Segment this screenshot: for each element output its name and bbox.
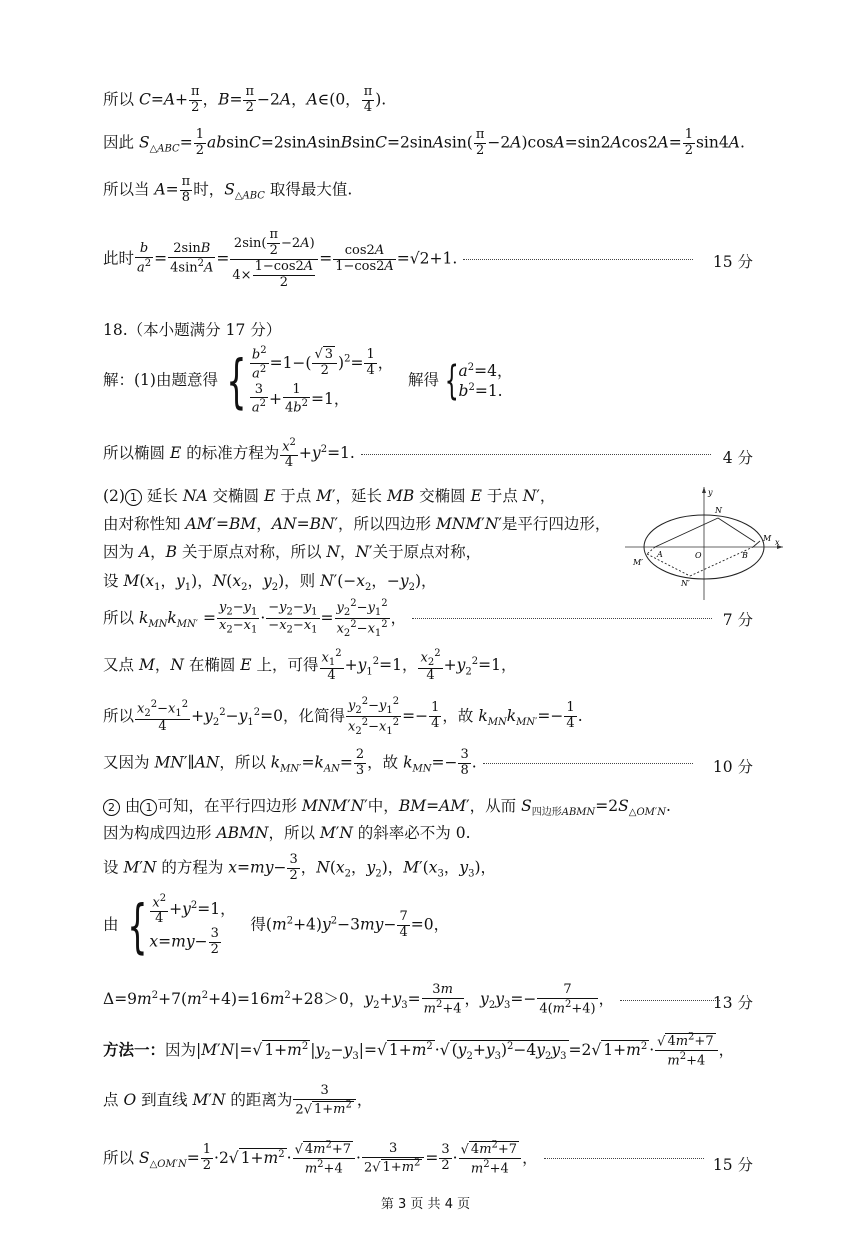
fig-label-n-prime: N′	[681, 579, 690, 588]
problem-18-heading: 18.（本小题满分 17 分）	[103, 321, 282, 339]
line-15: 又因为 MN′∥AN，所以 $k_{MN'}=k_{AN}=$ $\frac{2}{3}$ ，故 $k_{MN}=-$ $\frac{3}{8}$ .	[103, 748, 699, 779]
fig-label-n: N	[715, 506, 722, 515]
fig-label-a: A	[657, 550, 663, 559]
line-18: 设 M′N 的方程为 x=my− $\frac{3}{2}$ ，$N(x_2$，$y_2$)，$M'(x_3$，$y_3$)，	[103, 852, 497, 883]
fig-label-x: x	[775, 538, 780, 547]
score-4: 10 分	[712, 758, 753, 776]
fig-label-m-prime: M′	[633, 558, 644, 567]
ellipse-figure	[625, 485, 785, 600]
line-22: 点 O 到直线 M′N 的距离为 $\frac{3}{2√ 1+m^2}$ ，	[103, 1083, 373, 1118]
line-9: 由对称性知 AM′=BM，AN=BN′，所以四边形 MNM′N′是平行四边形，	[103, 515, 611, 533]
line-2: 因此 $S_{\triangle ABC}=$ $\frac{1}{2}$ absinC=2sinAsinBsinC=2sinAsin( $\frac{\pi}{2}$ −2A)cosA=sin2Acos2A= $\frac{1}{2}$ sin4A.	[103, 127, 745, 158]
score-2: 4 分	[722, 449, 753, 467]
score-6: 15 分	[712, 1156, 753, 1174]
score-5: 13 分	[712, 994, 753, 1012]
line-12: 所以 $k_{MN}k_{MN'}$ = $\frac{y_2-y_1}{x_2-x_1}$ · $\frac{-y_2-y_1}{-x_2-x_1}$ = $\frac{y_2^2-y_1^2}{x_2^2-x_1^2}$ ，	[103, 598, 718, 640]
fig-label-o: O	[695, 551, 702, 560]
line-10: 因为 A，B 关于原点对称，所以 N，N′关于原点对称，	[103, 543, 482, 561]
score-3: 7 分	[722, 611, 753, 629]
line-21: 方法一：因为|M′N|=√ $1+m^2$ $|y_2-y_3|=√$ $1+m^2$ ·√ $(y_2+y_3)^2-4y_2y_3 =2√$ $1+m^2$ · $\frac{√ 4m^2+7}{m^2+4}$ ，	[103, 1032, 735, 1069]
line-17: 因为构成四边形 ABMN，所以 M′N 的斜率必不为 0.	[103, 824, 471, 842]
line-14: 所以 $\frac{x_2^2-x_1^2}{4}$ $+y_2^2-y_1^2=0$，化简得 $\frac{y_2^2-y_1^2}{x_2^2-x_1^2}$ =− $\frac{1}{4}$ ，故 $k_{MN}k_{MN'}=-$ $\frac{1}{4}$ .	[103, 696, 583, 738]
fig-label-b: B	[742, 551, 748, 560]
line-7: 所以椭圆 E 的标准方程为 $\frac{x^2}{4}$ $+y^2=1$.	[103, 437, 717, 471]
line-19: 由 { $\frac{x^2}{4}$ $+y^2=1$， x=my− $\frac{3}{2}$ 得$(m^2+4)y^2-3my-$ $\frac{7}{4}$ =0，	[103, 891, 450, 960]
line-23: 所以 $S_{\triangle OM'N}=$ $\frac{1}{2}$ ·2√ $1+m^2$ · $\frac{√ 4m^2+7}{m^2+4}$ · $\frac{3}{2√ 1+m^2}$ = $\frac{3}{2}$ · $\frac{√ 4m^2+7}{m^2+4}$ ，	[103, 1140, 710, 1178]
line-16: 2 由 1 可知，在平行四边形 MNM′N′中，BM=AM′，从而 $S_{四边形ABMN}=2S_{\triangle OM'N}$.	[103, 794, 671, 818]
line-6: 解：(1)由题意得 { $\frac{b^2}{a^2}$ =1−( $\frac{√ 3}{2}$ )$^2$= $\frac{1}{4}$ ， $\frac{3}{a^2}$ + $\frac{1}{4b^2}$ =1， 解得 { $a^2=4$， $b^2=1$.	[103, 345, 513, 416]
line-13: 又点 M，N 在椭圆 E 上，可得 $\frac{x_1^2}{4}$ $+y_1^2=1$， $\frac{x_2^2}{4}$ $+y_2^2=1$，	[103, 648, 517, 684]
fig-label-y: y	[708, 488, 713, 497]
line-3: 所以当 A= $\frac{\pi}{8}$ 时，$S_{\triangle ABC}$ 取得最大值.	[103, 174, 353, 205]
score-1: 15 分	[712, 253, 753, 271]
page-footer: 第 3 页 共 4 页	[380, 1197, 471, 1212]
line-11: 设 $M(x_1$，$y_1$)，$N(x_2$，$y_2$)，则 $N'(-x_2$，$-y_2$)，	[103, 572, 437, 594]
line-20: $\Delta=9m^2+7(m^2+4)=16m^2+28>0$，$y_2+y_3=$ $\frac{3m}{m^2+4}$ ，$y_2y_3=-$ $\frac{7}{4(m^2+4)}$ ，	[103, 983, 726, 1017]
line-1: 所以 C=A+ $\frac{\pi}{2}$ ，B= $\frac{\pi}{2}$ −2A，A∈(0， $\frac{\pi}{4}$ ).	[103, 84, 387, 115]
line-4: 此时 $\frac{b}{a^2}$ = $\frac{2\sin B}{4\sin^2A}$ = 2sin( $\frac{\pi}{2}$ −2A) 4× $\frac{1-\cos 2A}{2}$ = $\frac{\cos 2A}{1-\cos 2A}$ =√2+1.	[103, 228, 699, 291]
fig-label-m: M	[763, 534, 772, 543]
line-8: (2) 1 延长 NA 交椭圆 E 于点 M′，延长 MB 交椭圆 E 于点 N′，	[103, 487, 556, 505]
